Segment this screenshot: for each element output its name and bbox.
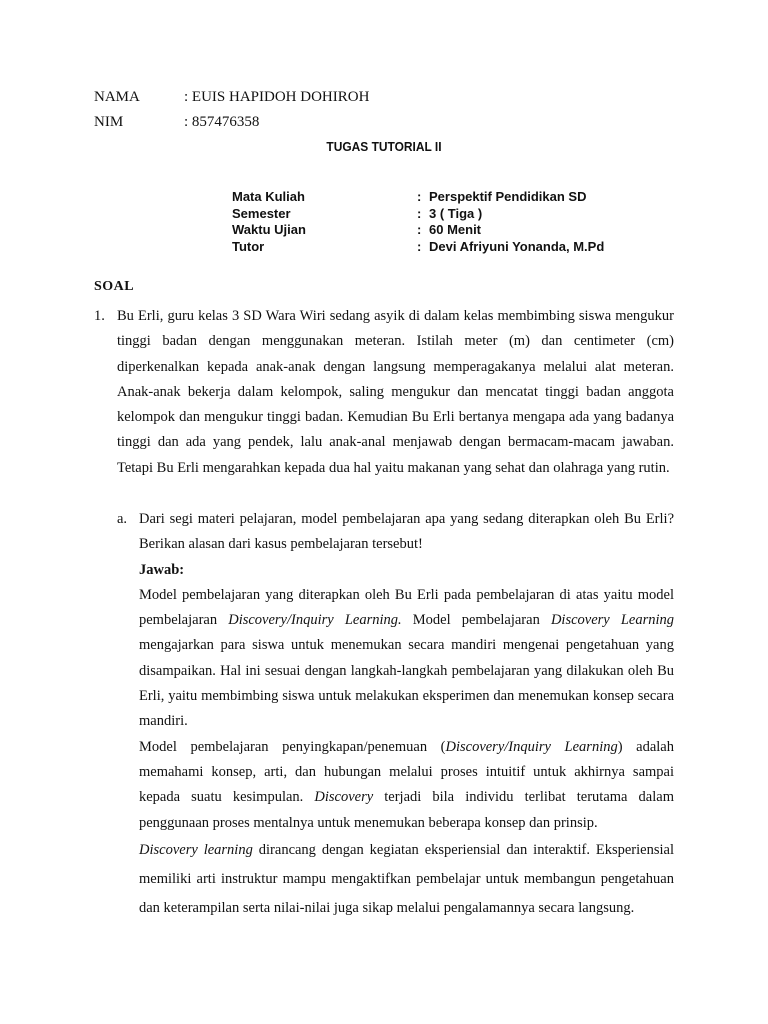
question-text: Bu Erli, guru kelas 3 SD Wara Wiri sedang asyik di dalam kelas membimbing siswa mengukur tinggi badan dengan menggunakan meteran. Istilah meter (m) dan centimeter (cm) diperkenalkan kepada anak-anak dengan langsung memperagakanya melalui alat meteran. Anak-anak bekerja dalam kelompok, saling mengukur dan mencatat tinggi badan anggota kelompok dan mengukur tinggi badan. Kemudian Bu Erli bertanya mengapa ada yang badanya tinggi dan ada yang pendek, lalu anak-anal menjawab dengan bermacam-macam jawaban. Tetapi Bu Erli mengarahkan kepada dua hal yaitu makanan yang sehat dan olahraga yang rutin. bbox=[117, 308, 674, 476]
info-colon: : bbox=[417, 222, 422, 237]
info-key: Tutor bbox=[232, 238, 265, 254]
info-value: 60 Menit bbox=[429, 222, 482, 237]
answer-block bbox=[139, 507, 674, 923]
sub-question-text: Dari segi materi pelajaran, model pembelajaran apa yang sedang diterapkan oleh Bu Erli? Berikan alasan dari kasus pembelajaran tersebut! bbox=[139, 511, 674, 553]
sub-question-letter: a. bbox=[117, 511, 128, 527]
text-span: Model pembelajaran bbox=[401, 612, 551, 629]
text-span: dirancang dengan kegiatan eksperiensial dan interaktif. Eksperiensial memiliki arti instruktur mampu mengaktifkan pembelajar untuk membangun pengetahuan dan keterampilan serta nilai-nilai juga sikap melalui pengalamannya secara langsung. bbox=[139, 841, 674, 916]
info-colon: : bbox=[417, 189, 422, 204]
info-key: Mata Kuliah bbox=[232, 189, 305, 204]
italic-term: Discovery/Inquiry Learning bbox=[445, 738, 618, 755]
nama-value: : EUIS HAPIDOH DOHIROH bbox=[184, 89, 370, 105]
info-value: Devi Afriyuni Yonanda, M.Pd bbox=[429, 238, 605, 254]
answer-paragraph-1 bbox=[139, 583, 674, 735]
answer-paragraph-2 bbox=[139, 735, 674, 836]
section-heading: SOAL bbox=[94, 279, 135, 294]
info-key: Waktu Ujian bbox=[232, 222, 306, 237]
info-value: Perspektif Pendidikan SD bbox=[429, 189, 587, 204]
text-span: mengajarkan para siswa untuk menemukan secara mandiri mengenai pengetahuan yang disampaikan. Hal ini sesuai dengan langkah-langkah pembelajaran yang dilakukan oleh Bu Erli, yaitu membimbing siswa untuk melakukan eksperimen dan menemukan konsep secara mandiri. bbox=[139, 637, 674, 730]
nim-value: : 857476358 bbox=[184, 114, 260, 130]
italic-term: Discovery bbox=[314, 789, 374, 806]
text-span: Model pembelajaran penyingkapan/penemuan ( bbox=[139, 738, 446, 755]
answer-label: Jawab: bbox=[139, 561, 185, 578]
nim-label: NIM bbox=[94, 114, 124, 130]
info-key: Semester bbox=[232, 205, 291, 221]
info-value: 3 ( Tiga ) bbox=[429, 205, 483, 221]
info-colon: : bbox=[417, 238, 422, 254]
italic-term: Discovery/Inquiry Learning. bbox=[228, 612, 402, 629]
text-span: terjadi bila individu terlibat terutama dalam penggunaan proses mentalnya untuk menemukan beberapa konsep dan prinsip. bbox=[139, 789, 674, 831]
italic-term: Discovery Learning bbox=[550, 612, 675, 629]
text-span: Model pembelajaran yang diterapkan oleh Bu Erli pada pembelajaran di atas yaitu model pembelajaran bbox=[139, 586, 674, 629]
answer-paragraph-3 bbox=[139, 836, 674, 923]
nama-label: NAMA bbox=[94, 89, 140, 105]
info-colon: : bbox=[417, 205, 422, 221]
italic-term: Discovery learning bbox=[139, 841, 253, 858]
question-number: 1. bbox=[94, 308, 105, 324]
text-span: ) adalah memahami konsep, arti, dan hubungan melalui proses intuitif untuk akhirnya sampai kepada suatu kesimpulan. bbox=[139, 738, 674, 806]
document-title: TUGAS TUTORIAL II bbox=[326, 139, 442, 154]
